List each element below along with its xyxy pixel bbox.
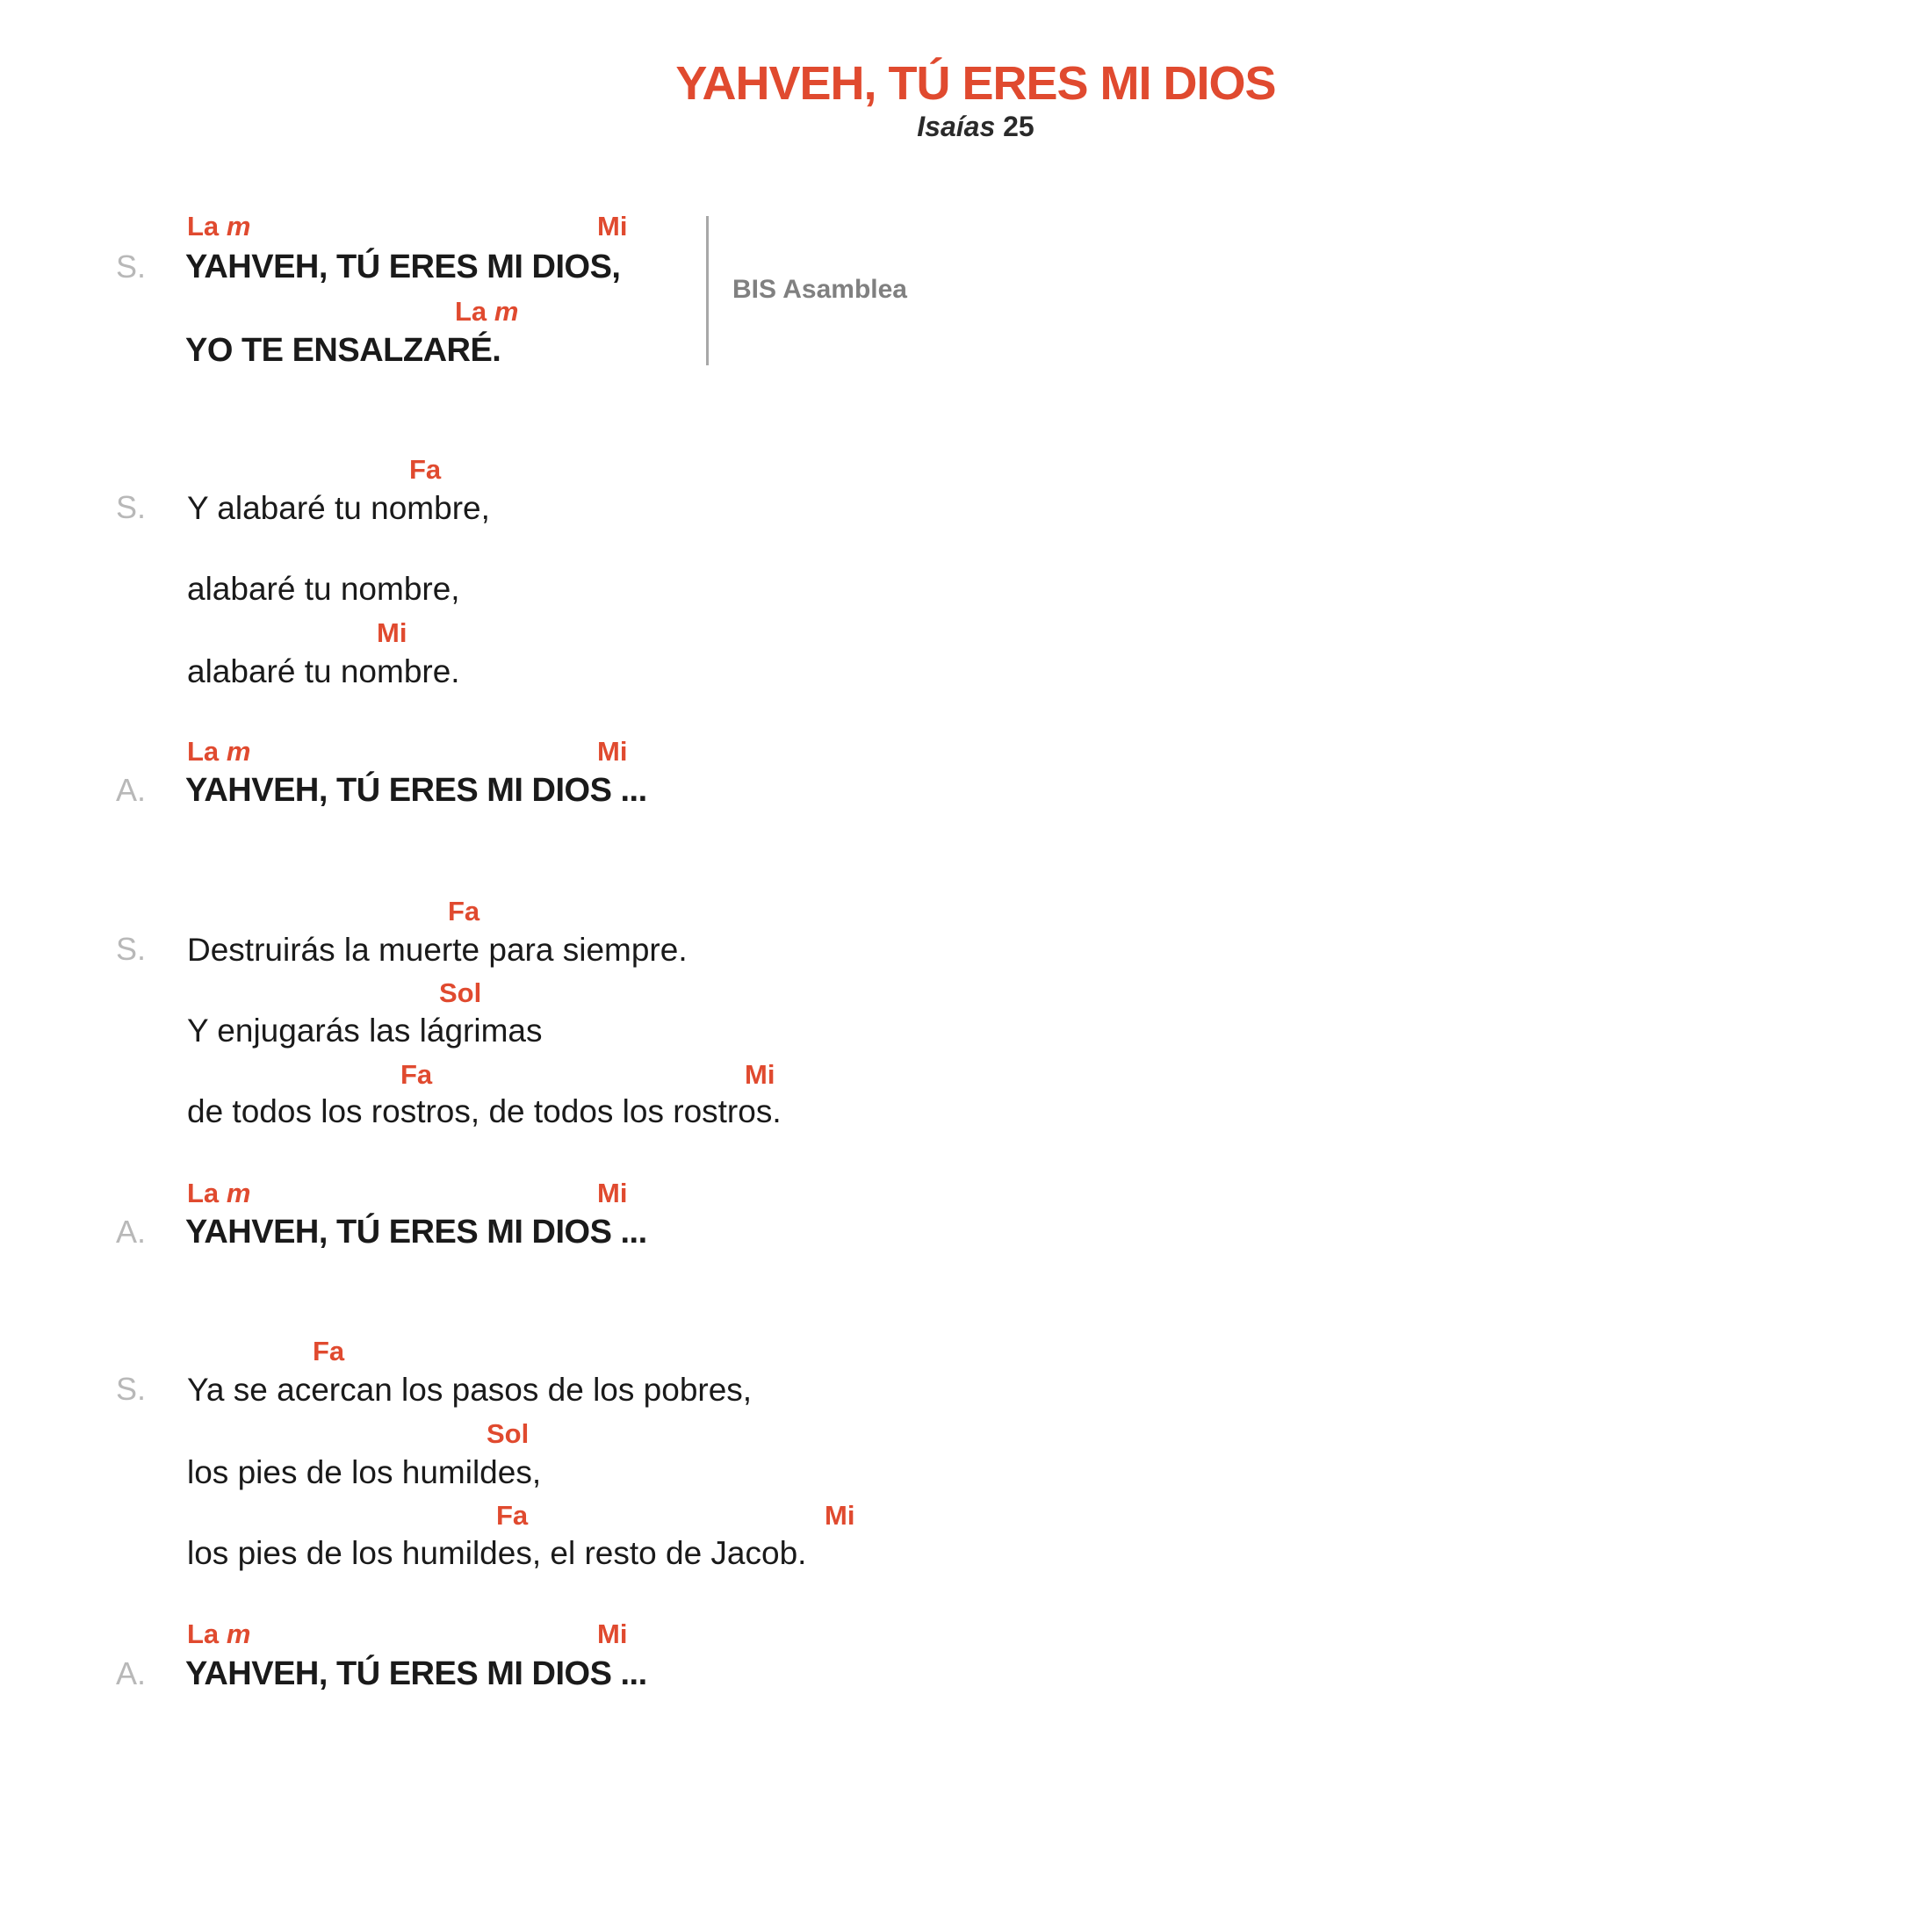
chord: Fa xyxy=(496,1500,529,1531)
lyric-line: Y alabaré tu nombre, xyxy=(187,490,490,526)
lyric-line: Y enjugarás las lágrimas xyxy=(187,1013,543,1049)
role-label: S. xyxy=(116,489,147,525)
lyric-line: Ya se acercan los pasos de los pobres, xyxy=(187,1372,753,1408)
song-reference xyxy=(0,112,1932,141)
lyric-line: de todos los rostros, de todos los rostros. xyxy=(187,1093,782,1129)
reference-book: Isaías xyxy=(917,111,996,142)
lyric-line: YAHVEH, TÚ ERES MI DIOS, xyxy=(185,249,621,285)
role-label: S. xyxy=(116,931,147,967)
chord: La m xyxy=(187,211,251,242)
chord: Mi xyxy=(377,617,407,648)
chord: Fa xyxy=(409,454,442,485)
song-title: YAHVEH, TÚ ERES MI DIOS xyxy=(675,57,1276,110)
chord: La m xyxy=(187,736,251,767)
chord: Sol xyxy=(439,977,482,1008)
chord: Fa xyxy=(400,1059,433,1090)
lyric-line: YAHVEH, TÚ ERES MI DIOS ... xyxy=(185,1214,647,1251)
lyric-line: YAHVEH, TÚ ERES MI DIOS ... xyxy=(185,1655,647,1692)
chord: Mi xyxy=(597,1178,628,1208)
chord: La m xyxy=(187,1618,251,1649)
lyric-line: los pies de los humildes, xyxy=(187,1454,542,1490)
lyric-line: YAHVEH, TÚ ERES MI DIOS ... xyxy=(185,772,647,809)
chord: Mi xyxy=(597,211,628,242)
lyric-line: Destruirás la muerte para siempre. xyxy=(187,932,688,968)
chord: Mi xyxy=(597,736,628,767)
chord: Mi xyxy=(825,1500,855,1531)
chord: Sol xyxy=(487,1418,530,1449)
chord: Mi xyxy=(597,1618,628,1649)
lyric-line: alabaré tu nombre. xyxy=(187,653,460,689)
bis-bracket-divider xyxy=(706,216,709,365)
chord: La m xyxy=(187,1178,251,1208)
role-label: S. xyxy=(116,249,147,285)
role-label: S. xyxy=(116,1371,147,1407)
lyric-line: alabaré tu nombre, xyxy=(187,571,460,607)
role-label: A. xyxy=(116,1655,147,1691)
lyric-line: los pies de los humildes, el resto de Jacob. xyxy=(187,1535,807,1571)
role-label: A. xyxy=(116,772,147,808)
bis-note: BIS Asamblea xyxy=(732,275,907,304)
reference-chapter: 25 xyxy=(1003,111,1034,142)
chord: La m xyxy=(455,296,519,327)
chord: Fa xyxy=(313,1336,345,1366)
role-label: A. xyxy=(116,1214,147,1250)
chord: Fa xyxy=(448,896,480,926)
chord: Mi xyxy=(745,1059,775,1090)
lyric-line: YO TE ENSALZARÉ. xyxy=(185,332,501,369)
